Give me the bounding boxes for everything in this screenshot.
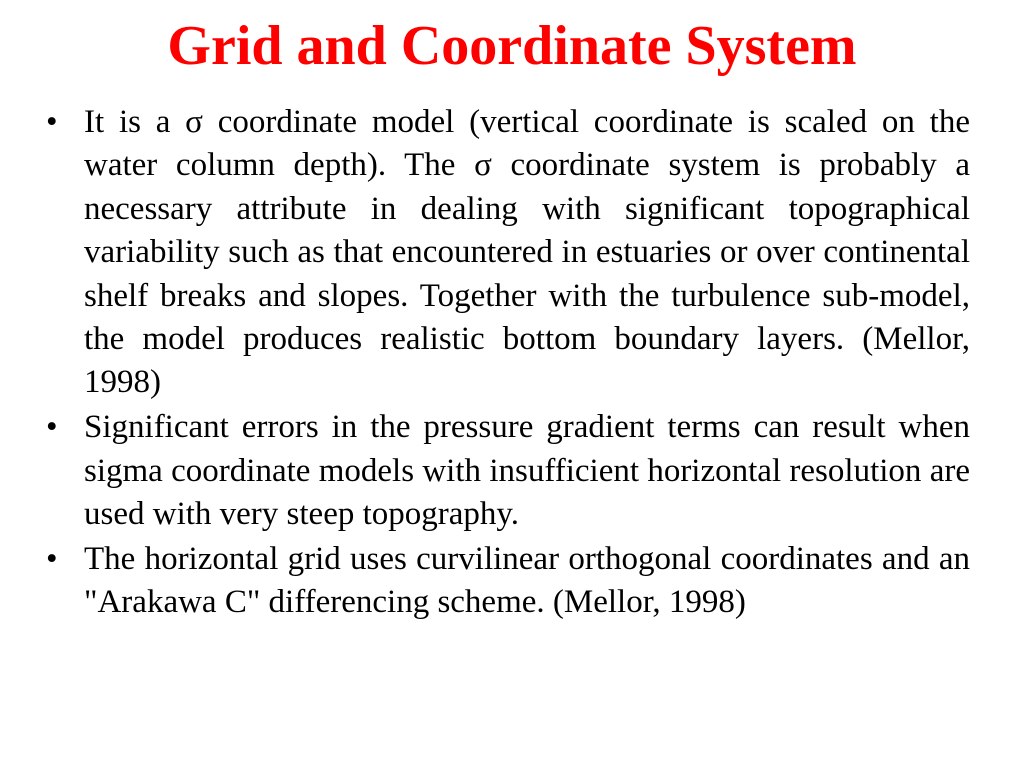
bullet-item-coordinate-model	[46, 101, 970, 405]
bullet-icon: •	[46, 409, 58, 446]
slide-title: Grid and Coordinate System	[167, 15, 857, 77]
bullet-item-horizontal-grid	[46, 538, 970, 625]
bullet-icon: •	[46, 104, 58, 140]
bullet-text: Significant errors in the pressure gradient terms can result when sigma coordinate models with insufficient horizontal resolution are used with very steep topography.	[84, 409, 970, 533]
bullet-item-pressure-gradient-errors	[46, 406, 970, 536]
bullet-text: The horizontal grid uses curvilinear orthogonal coordinates and an "Arakawa C" differencing scheme. (Mellor, 1998)	[84, 541, 970, 621]
bullet-text: It is a σ coordinate model (vertical coordinate is scaled on the water column depth). The σ coordinate system is probably a necessary attribute in dealing with significant topographical variability such as that encountered in estuaries or over continental shelf breaks and slopes. Together with the turbulence sub-model, the model produces realistic bottom boundary layers. (Mellor, 1998)	[84, 104, 970, 401]
bullet-icon: •	[46, 541, 58, 578]
bullet-list	[46, 101, 970, 626]
